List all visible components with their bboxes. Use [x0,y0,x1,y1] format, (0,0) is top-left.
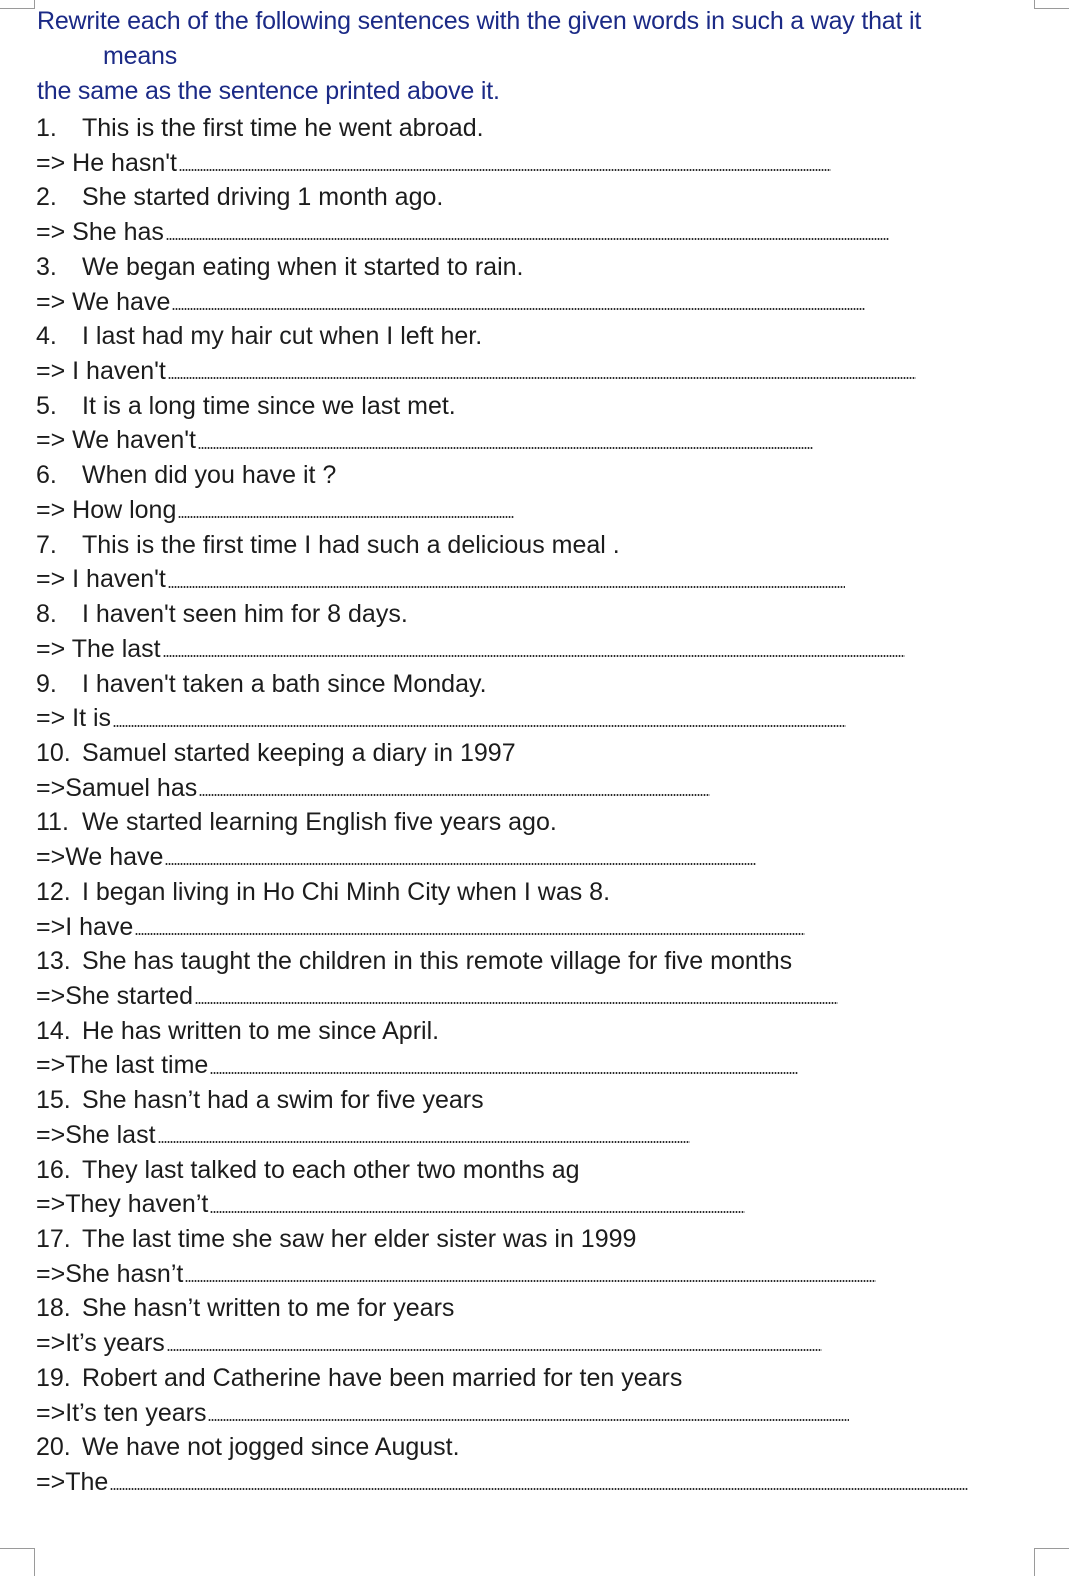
exercise-item [36,875,1036,944]
exercise-item [36,1291,1036,1360]
exercise-question [36,458,1036,493]
exercise-question [36,389,1036,424]
exercise-question-text: We began eating when it started to rain. [82,252,524,281]
exercise-answer-line [36,1048,1036,1083]
exercise-question [36,180,1036,215]
exercise-answer-prompt: => I haven't [36,565,166,594]
exercise-question [36,250,1036,285]
exercise-number: 1. [36,114,57,142]
exercise-question-text: We have not jogged since August. [82,1433,460,1462]
exercise-item [36,944,1036,1013]
exercise-number: 16. [36,1155,71,1184]
exercise-number: 13. [36,947,71,976]
exercise-question [36,597,1036,632]
exercise-question [36,1361,1036,1396]
exercise-number: 6. [36,461,57,490]
answer-blank[interactable] [172,307,865,311]
answer-blank[interactable] [210,1071,798,1075]
exercise-question [36,736,1036,771]
exercise-answer-prompt: =>It’s ten years [36,1398,207,1427]
exercise-item [36,736,1036,805]
exercise-item [36,250,1036,319]
exercise-question-text: This is the first time I had such a delicious meal . [82,530,620,559]
exercise-question-text: I haven't taken a bath since Monday. [82,669,487,698]
exercise-answer-prompt: =>The [36,1468,109,1496]
exercise-answer-prompt: =>She last [36,1120,156,1149]
answer-blank[interactable] [135,932,805,936]
answer-blank[interactable] [113,724,846,728]
exercise-question [36,667,1036,702]
exercise-answer-line [36,493,1036,528]
exercise-item [36,805,1036,874]
answer-blank[interactable] [166,237,889,241]
answer-blank[interactable] [179,168,831,172]
answer-blank[interactable] [158,1140,690,1144]
exercise-question-text: When did you have it ? [82,461,337,490]
exercise-answer-line [36,1326,1036,1361]
exercise-item [36,1361,1036,1430]
exercise-answer-prompt: =>The last time [36,1051,209,1080]
exercise-number: 15. [36,1086,71,1115]
exercise-answer-prompt: => We have [36,287,171,316]
exercise-answer-prompt: =>We have [36,843,164,872]
answer-blank[interactable] [168,376,916,380]
exercise-question [36,1083,1036,1118]
exercise-answer-line [36,1396,1036,1431]
exercise-answer-prompt: => I haven't [36,357,166,385]
exercise-answer-line [36,354,1036,389]
exercise-item [36,1153,1036,1222]
exercise-answer-prompt: =>She hasn’t [36,1259,184,1288]
exercise-item [36,1430,1036,1499]
answer-blank[interactable] [167,1348,822,1352]
exercise-answer-line [36,1257,1036,1292]
exercise-answer-prompt: => It is [36,704,112,733]
exercise-answer-prompt: => She has [36,218,164,247]
crop-mark-top-left [0,0,35,9]
exercise-answer-line [36,146,1036,181]
exercise-question-text: She has taught the children in this remote village for five months [82,947,793,976]
instruction-line-2: means [103,42,178,70]
exercise-item [36,528,1036,597]
exercise-answer-prompt: => The last [36,634,161,663]
exercise-item [36,1222,1036,1291]
crop-mark-bottom-right [1034,1548,1069,1576]
exercise-question [36,111,1036,146]
exercise-question-text: She hasn’t written to me for years [82,1294,455,1323]
exercise-question [36,1222,1036,1257]
answer-blank[interactable] [165,862,756,866]
exercise-number: 9. [36,669,57,698]
exercise-answer-line [36,1465,1036,1500]
exercise-number: 8. [36,600,57,629]
crop-mark-top-right [1034,0,1069,9]
answer-blank[interactable] [210,1210,745,1214]
exercise-item [36,1014,1036,1083]
exercise-answer-prompt: => How long [36,495,177,524]
exercise-question [36,319,1036,354]
exercise-number: 14. [36,1016,71,1045]
exercise-answer-line [36,771,1036,806]
exercise-answer-prompt: =>They haven’t [36,1190,209,1219]
exercise-question [36,1430,1036,1465]
exercise-number: 17. [36,1225,71,1253]
exercise-number: 7. [36,530,57,559]
exercise-answer-line [36,1187,1036,1222]
exercise-question-text: Samuel started keeping a diary in 1997 [82,738,516,767]
exercise-number: 20. [36,1433,71,1462]
exercise-answer-prompt: =>She started [36,981,194,1010]
exercise-answer-prompt: =>I have [36,912,134,941]
answer-blank[interactable] [198,446,813,450]
exercise-number: 10. [36,738,71,767]
exercise-question-text: I last had my hair cut when I left her. [82,322,483,351]
exercise-question-text: It is a long time since we last met. [82,391,456,420]
exercise-question-text: This is the first time he went abroad. [82,114,484,142]
answer-blank[interactable] [195,1001,838,1005]
exercise-number: 5. [36,391,57,420]
exercise-question [36,805,1036,840]
exercise-number: 12. [36,877,71,906]
exercise-item [36,1083,1036,1152]
exercise-question-text: She started driving 1 month ago. [82,183,444,212]
exercise-answer-line [36,910,1036,945]
answer-blank[interactable] [178,515,514,519]
exercise-question-text: He has written to me since April. [82,1016,440,1045]
exercise-question-text: They last talked to each other two months ag [82,1155,580,1184]
exercise-number: 19. [36,1363,71,1392]
exercise-item [36,667,1036,736]
exercise-answer-prompt: => We haven't [36,426,196,455]
exercise-answer-line [36,285,1036,320]
exercise-question [36,875,1036,910]
instruction-heading [37,4,1037,109]
exercise-answer-line [36,840,1036,875]
exercise-question-text: I haven't seen him for 8 days. [82,600,408,629]
exercise-answer-line [36,979,1036,1014]
exercise-answer-line [36,632,1036,667]
exercise-answer-line [36,701,1036,736]
exercise-question-text: Robert and Catherine have been married for ten years [82,1363,683,1392]
exercise-item [36,111,1036,180]
instruction-line-3: the same as the sentence printed above it. [37,77,500,105]
exercise-question-text: The last time she saw her elder sister was in 1999 [82,1225,637,1253]
exercise-item [36,389,1036,458]
exercise-list [36,111,1036,1500]
exercise-number: 3. [36,252,57,281]
exercise-question [36,1291,1036,1326]
exercise-item [36,180,1036,249]
answer-blank[interactable] [199,793,710,797]
exercise-question [36,944,1036,979]
answer-blank[interactable] [208,1418,849,1422]
exercise-item [36,458,1036,527]
exercise-question [36,528,1036,563]
answer-blank[interactable] [168,585,845,589]
exercise-question-text: I began living in Ho Chi Minh City when I was 8. [82,877,611,906]
exercise-question [36,1014,1036,1049]
answer-blank[interactable] [163,654,905,658]
exercise-answer-line [36,215,1036,250]
exercise-answer-line [36,423,1036,458]
exercise-answer-prompt: =>It’s years [36,1329,165,1358]
exercise-answer-line [36,1118,1036,1153]
crop-mark-bottom-left [0,1548,35,1576]
exercise-number: 2. [36,183,57,212]
answer-blank[interactable] [185,1279,876,1283]
exercise-item [36,319,1036,388]
exercise-number: 18. [36,1294,71,1323]
exercise-question-text: She hasn’t had a swim for five years [82,1086,484,1115]
exercise-answer-prompt: => He hasn't [36,148,177,177]
exercise-number: 4. [36,322,57,351]
exercise-question-text: We started learning English five years ago. [82,808,557,837]
exercise-answer-prompt: =>Samuel has [36,773,198,802]
exercise-number: 11. [36,808,69,837]
exercise-item [36,597,1036,666]
answer-blank[interactable] [110,1487,968,1491]
exercise-question [36,1153,1036,1188]
exercise-answer-line [36,562,1036,597]
instruction-line-1: Rewrite each of the following sentences with the given words in such a way that it [37,7,922,35]
